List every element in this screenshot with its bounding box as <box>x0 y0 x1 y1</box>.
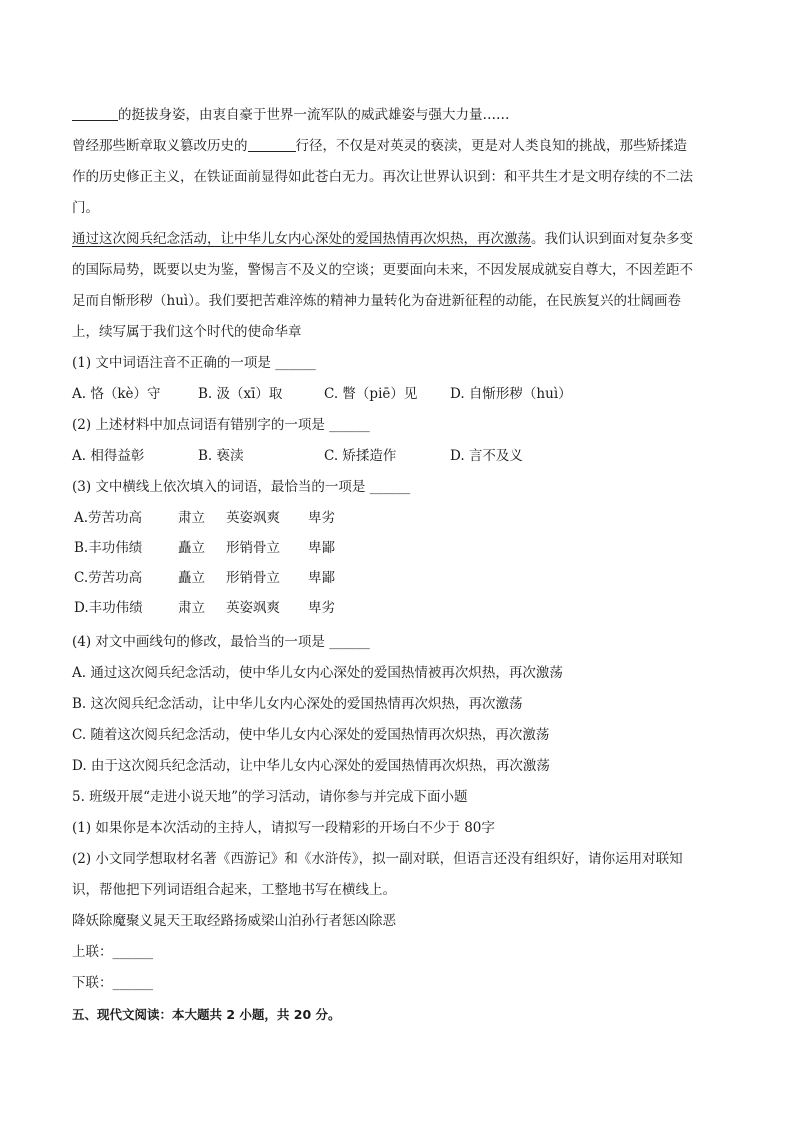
fill-blank[interactable] <box>248 133 296 152</box>
section-heading: 五、现代文阅读：本大题共 2 小题，共 20 分。 <box>72 1007 341 1022</box>
option-word: 形销骨立 <box>226 540 280 556</box>
upper-couplet-answer[interactable]: 上联：______ <box>72 944 153 960</box>
option-label: D.丰功伟绩 <box>74 600 143 616</box>
passage-text: 行径，不仅是对英灵的亵渎，更是对人类良知的挑战，那些矫揉造 <box>295 138 687 154</box>
option-word: 卑劣 <box>308 600 335 616</box>
question-4-stem: (4) 对文中画线句的修改，最恰当的一项是 ______ <box>72 634 370 650</box>
question-2-options <box>72 441 722 472</box>
option-d[interactable]: D. 由于这次阅兵纪念活动，让中华儿女内心深处的爱国热情再次炽热，再次激荡 <box>72 758 550 774</box>
question-3-row-b[interactable] <box>72 533 722 563</box>
option-word: 矗立 <box>178 540 205 556</box>
passage-line-5 <box>72 224 722 255</box>
passage-text: 的挺拔身姿，由衷自豪于世界一流军队的威武雄姿与强大力量…… <box>118 107 510 123</box>
option-label: A.劳苦功高 <box>74 510 143 526</box>
question-5-title: 5. 班级开展“走进小说天地”的学习活动，请你参与并完成下面小题 <box>72 789 468 805</box>
question-5-sub-2-cont: 识，帮他把下列词语组合起来，工整地书写在横线上。 <box>72 882 396 898</box>
question-1-options <box>72 379 722 410</box>
question-2-stem: (2) 上述材料中加点词语有错别字的一项是 ______ <box>72 417 370 433</box>
passage-line-4: 门。 <box>72 200 99 216</box>
option-b[interactable]: B. 这次阅兵纪念活动，让中华儿女内心深处的爱国热情再次炽热，再次激荡 <box>72 696 523 712</box>
option-word: 卑鄙 <box>308 540 335 556</box>
underlined-sentence: 通过这次阅兵纪念活动，让中华儿女内心深处的爱国热情再次炽热，再次激荡 <box>72 231 531 247</box>
passage-line-7: 足而自惭形秽（huì）。我们要把苦难淬炼的精神力量转化为奋进新征程的动能，在民族复兴的壮阔画卷 <box>72 293 681 309</box>
question-3-row-c[interactable] <box>72 563 722 593</box>
option-c[interactable]: C. 随着这次阅兵纪念活动，使中华儿女内心深处的爱国热情再次炽热，再次激荡 <box>72 727 550 743</box>
option-word: 英姿飒爽 <box>226 600 280 616</box>
option-a[interactable]: A. 通过这次阅兵纪念活动，使中华儿女内心深处的爱国热情被再次炽热，再次激荡 <box>72 665 563 681</box>
option-a[interactable]: A. 恪（kè）守 <box>72 386 161 402</box>
option-label: B.丰功伟绩 <box>74 540 143 556</box>
question-5-sub-2: (2) 小文同学想取材名著《西游记》和《水浒传》，拟一副对联，但语言还没有组织好，请你运用对联知 <box>72 851 683 867</box>
question-3-row-d[interactable] <box>72 593 722 623</box>
question-3-row-a[interactable] <box>72 503 722 533</box>
option-d[interactable]: D. 言不及义 <box>450 448 523 464</box>
couplet-words: 降妖除魔聚义晁天王取经路扬威梁山泊孙行者惩凶除恶 <box>72 913 396 929</box>
option-word: 卑劣 <box>308 510 335 526</box>
passage-line-1 <box>72 100 722 131</box>
option-d[interactable]: D. 自惭形秽（huì） <box>450 386 572 402</box>
option-b[interactable]: B. 汲（xī）取 <box>198 386 283 402</box>
question-1-stem: (1) 文中词语注音不正确的一项是 ______ <box>72 355 316 371</box>
option-word: 肃立 <box>178 600 205 616</box>
passage-text: 。我们认识到面对复杂多变 <box>531 231 693 247</box>
option-label: C.劳苦功高 <box>74 570 143 586</box>
fill-blank[interactable] <box>72 102 118 121</box>
passage-line-2 <box>72 131 722 162</box>
option-word: 肃立 <box>178 510 205 526</box>
option-c[interactable]: C. 矫揉造作 <box>324 448 397 464</box>
option-a[interactable]: A. 相得益彰 <box>72 448 145 464</box>
option-c[interactable]: C. 瞥（piē）见 <box>324 386 418 402</box>
lower-couplet-answer[interactable]: 下联：______ <box>72 975 153 991</box>
document-page <box>72 100 722 1030</box>
passage-line-8: 上，续写属于我们这个时代的使命华章 <box>72 324 302 340</box>
passage-line-3: 作的历史修正主义，在铁证面前显得如此苍白无力。再次让世界认识到：和平共生才是文明存续的不二法 <box>72 169 693 185</box>
option-word: 形销骨立 <box>226 570 280 586</box>
passage-text: 曾经那些断章取义篡改历史的 <box>72 138 248 154</box>
passage-line-6: 的国际局势，既要以史为鉴，警惕言不及义的空谈；更要面向未来，不因发展成就妄自尊大，不因差距不 <box>72 262 693 278</box>
question-5-sub-1: (1) 如果你是本次活动的主持人，请拟写一段精彩的开场白不少于 80字 <box>72 820 495 836</box>
option-b[interactable]: B. 亵渎 <box>198 448 244 464</box>
option-word: 卑鄙 <box>308 570 335 586</box>
option-word: 英姿飒爽 <box>226 510 280 526</box>
option-word: 矗立 <box>178 570 205 586</box>
question-3-stem: (3) 文中横线上依次填入的词语，最恰当的一项是 ______ <box>72 479 411 495</box>
